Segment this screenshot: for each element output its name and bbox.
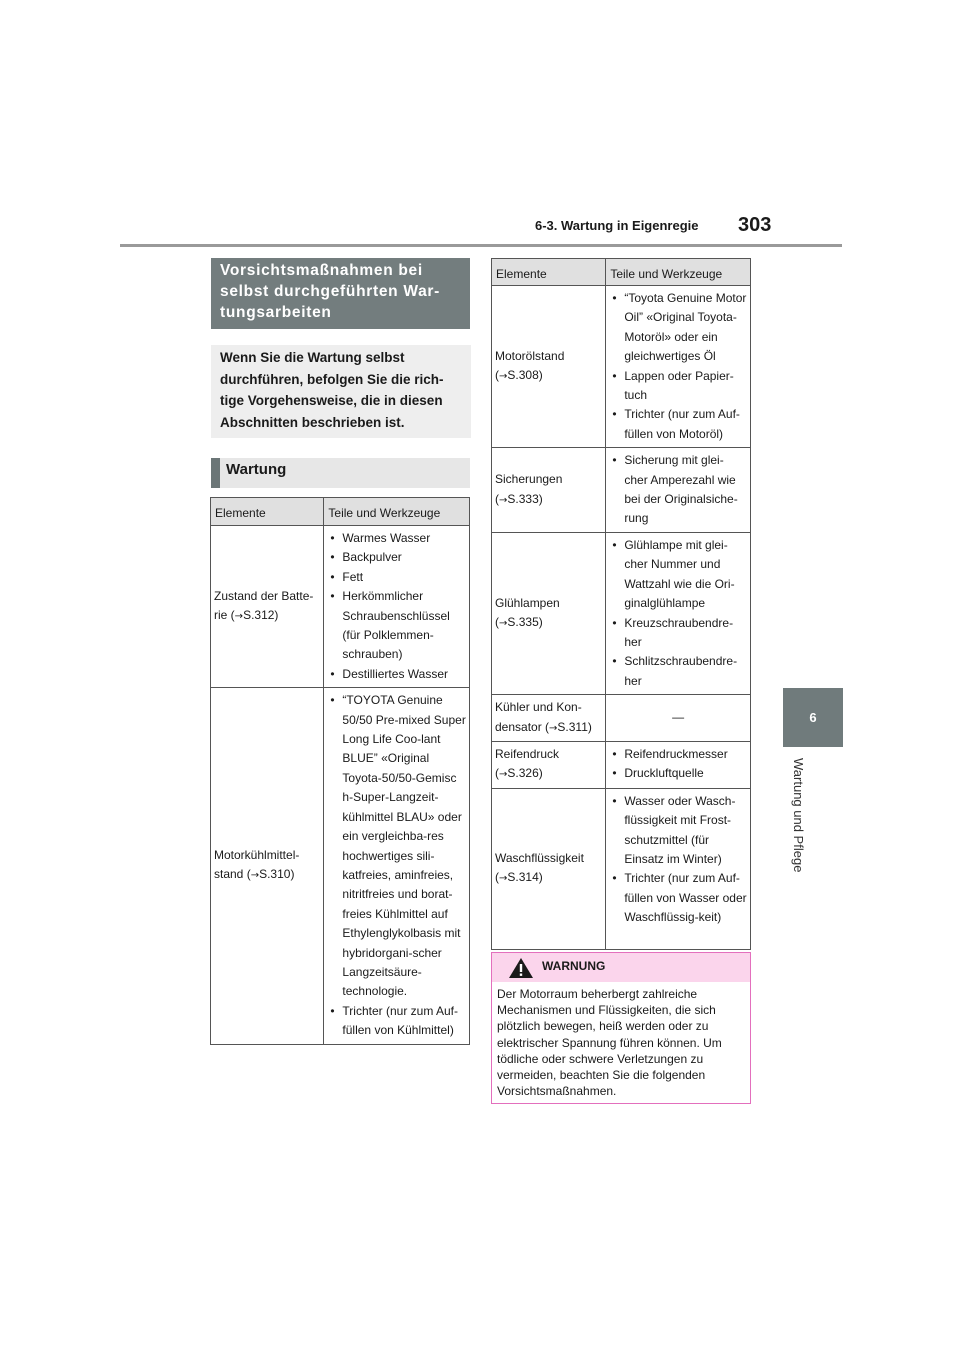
maintenance-table-left bbox=[210, 497, 470, 1045]
table-row bbox=[492, 532, 751, 694]
section-title: Vorsichtsmaßnahmen bei selbst durchgeführten War-tungsarbeiten bbox=[211, 258, 470, 329]
warning-triangle-icon bbox=[508, 957, 534, 979]
list-item: • Schlitzschraubendre-her bbox=[609, 652, 747, 691]
warning-header bbox=[492, 953, 750, 982]
element-name: Sicherungen bbox=[495, 472, 563, 487]
page-ref: S.333) bbox=[507, 491, 543, 506]
arrow-icon: → bbox=[250, 870, 260, 882]
page-ref: S.314) bbox=[507, 870, 543, 885]
table-row bbox=[492, 286, 751, 448]
tools-cell bbox=[606, 448, 751, 533]
tools-cell bbox=[606, 532, 751, 694]
tools-cell bbox=[324, 526, 470, 688]
page-ref: S.311) bbox=[557, 719, 592, 734]
list-item: • Warmes Wasser bbox=[327, 529, 466, 548]
warning-title: WARNUNG bbox=[542, 959, 606, 973]
intro-text: Wenn Sie die Wartung selbst durchführen, befolgen Sie die rich-tige Vorgehensweise, die in diesen Abschnitten beschrieben ist. bbox=[211, 345, 471, 438]
table-row bbox=[211, 688, 470, 1044]
list-item: • Sicherung mit glei-cher Amperezahl wie bei der Originalsiche-rung bbox=[609, 451, 747, 529]
element-cell bbox=[211, 688, 324, 1044]
list-item: • Glühlampe mit glei-cher Nummer und Wattzahl wie die Ori-ginalglühlampe bbox=[609, 536, 747, 614]
list-item: • Herkömmlicher Schraubenschlüssel (für Polklemmen-schrauben) bbox=[327, 587, 466, 665]
page-ref: S.308) bbox=[507, 368, 543, 383]
column-header-tools: Teile und Werkzeuge bbox=[324, 498, 470, 526]
table-row bbox=[492, 448, 751, 533]
chapter-label: Wartung und Pflege bbox=[791, 758, 806, 873]
list-item: • Kreuzschraubendre-her bbox=[609, 614, 747, 653]
arrow-icon: → bbox=[499, 618, 508, 629]
element-name: Motorölstand bbox=[495, 348, 565, 363]
page-ref: S.326) bbox=[507, 766, 543, 781]
arrow-icon: → bbox=[549, 722, 558, 734]
arrow-icon: → bbox=[499, 769, 508, 781]
list-item: • Trichter (nur zum Auf-füllen von Kühlmittel) bbox=[327, 1002, 466, 1041]
element-name: Zustand der Batte-rie ( bbox=[214, 588, 314, 623]
page-number: 303 bbox=[738, 214, 772, 236]
element-cell: Glühlampen (→S.335) bbox=[492, 532, 606, 694]
element-name: Glühlampen bbox=[495, 595, 560, 610]
table-row bbox=[211, 526, 470, 688]
element-cell bbox=[492, 695, 606, 742]
arrow-icon: → bbox=[499, 371, 508, 383]
subheading-wartung: Wartung bbox=[211, 458, 470, 488]
element-name: Motorkühlmittel-stand ( bbox=[214, 848, 300, 882]
table-row bbox=[492, 788, 751, 949]
column-header-element: Elemente bbox=[492, 259, 606, 286]
arrow-icon: → bbox=[234, 611, 244, 623]
element-cell bbox=[211, 526, 324, 688]
tools-cell bbox=[606, 788, 751, 949]
element-name: Reifendruck bbox=[495, 746, 560, 761]
list-item: • Wasser oder Wasch-flüssigkeit mit Frost-schutzmittel (für Einsatz im Winter) bbox=[609, 792, 747, 870]
list-item: • Destilliertes Wasser bbox=[327, 665, 466, 684]
section-header: 6-3. Wartung in Eigenregie bbox=[535, 218, 699, 233]
tools-cell bbox=[606, 741, 751, 788]
page-ref: S.310) bbox=[259, 867, 295, 882]
column-header-tools: Teile und Werkzeuge bbox=[606, 259, 751, 286]
chapter-number: 6 bbox=[809, 710, 817, 725]
table-header-row bbox=[492, 259, 751, 286]
page-ref: S.312) bbox=[243, 608, 279, 623]
table-header-row bbox=[211, 498, 470, 526]
arrow-icon: → bbox=[499, 494, 508, 506]
element-cell: Motorölstand (→S.308) bbox=[492, 286, 606, 448]
page-ref: S.335) bbox=[507, 615, 543, 629]
list-item: • Lappen oder Papier-tuch bbox=[609, 367, 747, 406]
warning-box bbox=[491, 952, 751, 1104]
list-item: • Druckluftquelle bbox=[609, 764, 747, 783]
warning-text: Der Motorraum beherbergt zahlreiche Mechanismen und Flüssigkeiten, die sich plötzlich bewegen, heiß werden oder zu elektrischer Spannung führen können. Um tödliche oder schwere Verletzungen zu vermeiden, beachten Sie die folgenden Vorsichtsmaßnahmen. bbox=[497, 987, 722, 1099]
table-row bbox=[492, 741, 751, 788]
list-item: • Backpulver bbox=[327, 548, 466, 567]
list-item: • “Toyota Genuine Motor Oil” «Original Toyota-Motoröl» oder ein gleichwertiges Öl bbox=[609, 289, 747, 367]
table-row bbox=[492, 695, 751, 742]
column-header-element: Elemente bbox=[211, 498, 324, 526]
list-item: • Trichter (nur zum Auf-füllen von Motoröl) bbox=[609, 405, 747, 444]
tools-cell bbox=[324, 688, 470, 1044]
element-name: Kühler und Kon-densator ( bbox=[495, 700, 582, 734]
list-item: • Trichter (nur zum Auf-füllen von Wasser oder Waschflüssig-keit) bbox=[609, 869, 747, 927]
list-item: • Reifendruckmesser bbox=[609, 745, 747, 764]
maintenance-table-right bbox=[491, 258, 751, 950]
element-cell: Sicherungen (→S.333) bbox=[492, 448, 606, 533]
list-item: • Fett bbox=[327, 568, 466, 587]
list-item: • “TOYOTA Genuine 50/50 Pre-mixed Super Long Life Coo-lant BLUE” «Original Toyota-50/50-Gemisc h-Super-Langzeit-kühlmittel BLAU» oder ein vergleichba-res hochwertiges sili-katfreies, aminfreies, nitritfreies und borat-freies Kühlmittel auf Ethylenglykolbasis mit hybridorgani-scher Langzeitsäure-technologie. bbox=[327, 691, 466, 1002]
element-cell: Reifendruck (→S.326) bbox=[492, 741, 606, 788]
tools-cell bbox=[606, 286, 751, 448]
header-divider bbox=[120, 244, 842, 247]
element-cell: Waschflüssigkeit (→S.314) bbox=[492, 788, 606, 949]
tools-cell: — bbox=[606, 695, 751, 742]
chapter-tab bbox=[783, 688, 843, 747]
element-name: Waschflüssigkeit bbox=[495, 850, 584, 865]
arrow-icon: → bbox=[499, 873, 508, 885]
